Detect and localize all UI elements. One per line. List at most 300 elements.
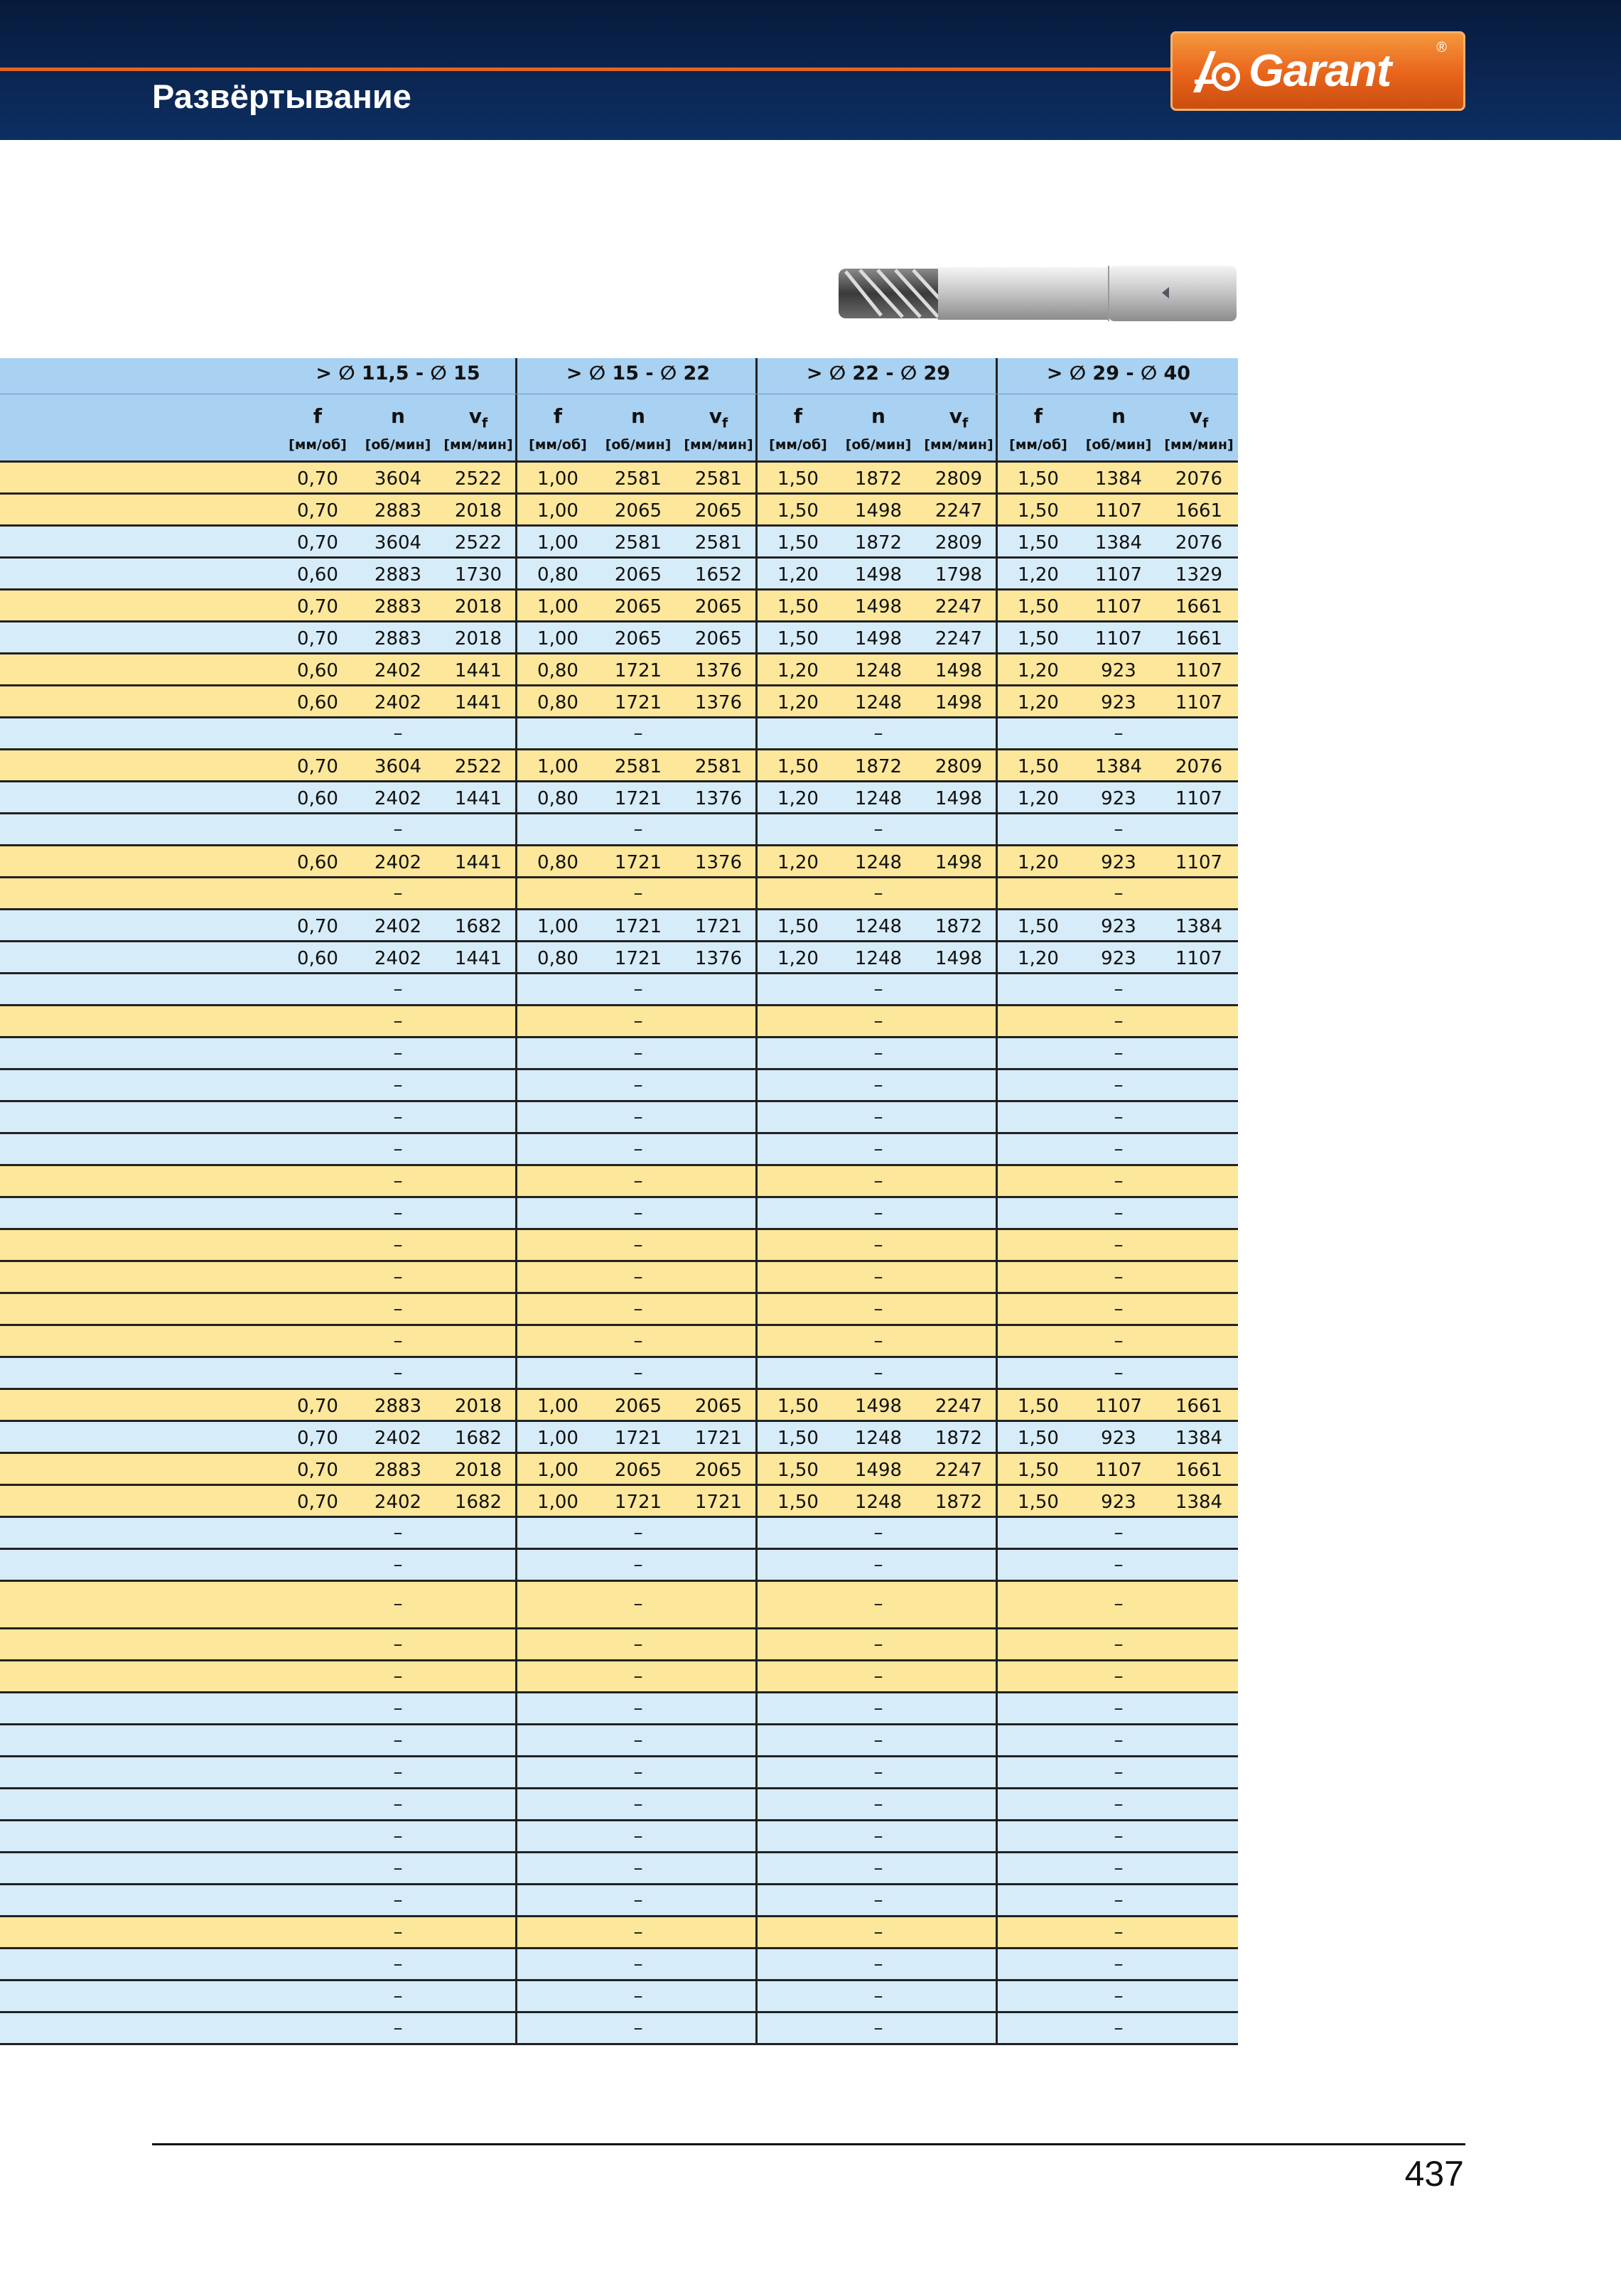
table-cell-empty: –	[873, 979, 883, 1000]
table-cell: 2247	[935, 628, 983, 650]
table-cell-empty: –	[393, 1762, 403, 1783]
table-cell-empty: –	[873, 1522, 883, 1543]
group-header-29-40: > ∅ 29 - ∅ 40	[1046, 362, 1191, 384]
table-cell-empty: –	[633, 1266, 643, 1288]
table-row	[0, 1038, 1238, 1070]
table-cell: 1,20	[1018, 948, 1059, 969]
table-cell-empty: –	[873, 1298, 883, 1320]
table-cell: 1652	[694, 564, 743, 586]
param-symbol: n	[871, 404, 885, 428]
table-row	[0, 686, 1238, 718]
header-accent-line	[0, 68, 1180, 71]
table-cell-empty: –	[873, 1890, 883, 1911]
table-cell: 0,80	[537, 660, 578, 681]
table-cell: 1376	[694, 660, 743, 681]
table-cell: 1872	[854, 468, 903, 490]
table-cell: 0,60	[297, 788, 338, 809]
param-symbol: $v_f$	[468, 404, 488, 431]
table-cell: 1,50	[1018, 532, 1059, 554]
table-cell: 923	[1101, 660, 1136, 681]
table-cell: 2883	[374, 564, 422, 586]
table-row	[0, 1981, 1238, 2013]
table-cell: 1498	[854, 1460, 903, 1481]
table-cell: 1441	[454, 852, 502, 873]
table-cell: 2076	[1175, 468, 1223, 490]
table-row	[0, 1949, 1238, 1981]
table-cell: 1872	[935, 1492, 983, 1513]
table-row	[0, 1550, 1238, 1582]
table-cell-empty: –	[393, 1985, 403, 2007]
table-cell-empty: –	[633, 1234, 643, 1256]
table-cell: 2581	[614, 468, 662, 490]
table-cell: 1721	[614, 1428, 662, 1449]
table-cell: 2581	[694, 468, 743, 490]
garant-logo-text: Garant	[1249, 45, 1391, 96]
table-cell: 1498	[935, 660, 983, 681]
table-cell: 1,20	[1018, 788, 1059, 809]
table-cell: 2065	[614, 596, 662, 618]
table-cell: 0,70	[297, 1460, 338, 1481]
table-cell: 1248	[854, 692, 903, 713]
table-cell-empty: –	[873, 1202, 883, 1224]
table-cell: 2809	[935, 468, 983, 490]
table-cell: 0,80	[537, 788, 578, 809]
table-cell: 2809	[935, 756, 983, 777]
table-cell-empty: –	[873, 1042, 883, 1064]
table-cell-empty: –	[633, 1985, 643, 2007]
table-cell: 1384	[1094, 756, 1143, 777]
table-cell: 1872	[935, 916, 983, 937]
table-row	[0, 1326, 1238, 1358]
param-unit: [об/мин]	[845, 437, 912, 453]
table-cell: 2018	[454, 1460, 502, 1481]
table-cell: 2883	[374, 628, 422, 650]
table-cell-empty: –	[1114, 1826, 1124, 1847]
table-cell-empty: –	[873, 1266, 883, 1288]
table-cell: 0,70	[297, 500, 338, 522]
table-cell-empty: –	[633, 1730, 643, 1751]
table-cell: 1,00	[537, 916, 578, 937]
table-cell: 2581	[614, 756, 662, 777]
table-cell-empty: –	[1114, 1890, 1124, 1911]
table-cell-empty: –	[393, 1042, 403, 1064]
table-cell: 1661	[1175, 1460, 1223, 1481]
table-cell: 923	[1101, 916, 1136, 937]
table-cell-empty: –	[393, 1074, 403, 1096]
table-row	[0, 527, 1238, 559]
table-cell-empty: –	[873, 1634, 883, 1655]
param-symbol: $v_f$	[1189, 404, 1209, 431]
param-unit: [мм/мин]	[924, 437, 993, 453]
param-unit: [мм/мин]	[684, 437, 753, 453]
table-row	[0, 1422, 1238, 1454]
table-cell: 2809	[935, 532, 983, 554]
table-cell: 2065	[614, 1460, 662, 1481]
table-row	[0, 1853, 1238, 1885]
table-cell-empty: –	[873, 1666, 883, 1687]
table-cell-empty: –	[633, 1858, 643, 1879]
table-cell-empty: –	[633, 979, 643, 1000]
table-cell-empty: –	[1114, 979, 1124, 1000]
table-cell-empty: –	[633, 1074, 643, 1096]
table-cell-empty: –	[1114, 1234, 1124, 1256]
table-cell: 1376	[694, 948, 743, 969]
table-row	[0, 1006, 1238, 1038]
table-cell: 2018	[454, 628, 502, 650]
table-row	[0, 1518, 1238, 1550]
table-cell: 2076	[1175, 756, 1223, 777]
garant-logo-icon	[1192, 48, 1242, 94]
table-cell: 1107	[1094, 1460, 1143, 1481]
table-cell: 1,50	[777, 596, 819, 618]
table-cell: 0,70	[297, 532, 338, 554]
footer-divider	[152, 2143, 1465, 2145]
table-cell: 2522	[454, 468, 502, 490]
table-cell-empty: –	[633, 1554, 643, 1575]
table-cell: 1661	[1175, 596, 1223, 618]
table-cell-empty: –	[873, 1826, 883, 1847]
table-cell: 2522	[454, 532, 502, 554]
table-cell-empty: –	[393, 1593, 403, 1615]
table-cell-empty: –	[873, 1858, 883, 1879]
table-cell: 1107	[1094, 596, 1143, 618]
table-cell: 1384	[1175, 916, 1223, 937]
table-row	[0, 1757, 1238, 1789]
table-cell: 2065	[694, 1396, 743, 1417]
table-row	[0, 1661, 1238, 1693]
table-row	[0, 495, 1238, 527]
table-cell: 2402	[374, 1492, 422, 1513]
table-cell: 2247	[935, 500, 983, 522]
param-symbol: n	[631, 404, 645, 428]
table-cell: 1682	[454, 1428, 502, 1449]
table-cell: 1107	[1094, 564, 1143, 586]
table-cell: 1661	[1175, 1396, 1223, 1417]
table-row	[0, 1198, 1238, 1230]
table-cell: 1,00	[537, 468, 578, 490]
table-cell: 0,60	[297, 948, 338, 969]
param-unit: [мм/об]	[529, 437, 587, 453]
table-cell-empty: –	[633, 1762, 643, 1783]
table-row	[0, 878, 1238, 910]
table-cell: 1107	[1175, 660, 1223, 681]
table-cell-empty: –	[1114, 1554, 1124, 1575]
table-cell: 1,20	[1018, 692, 1059, 713]
table-cell-empty: –	[393, 1634, 403, 1655]
table-cell-empty: –	[1114, 1698, 1124, 1719]
table-cell: 2247	[935, 596, 983, 618]
table-cell: 0,70	[297, 756, 338, 777]
table-cell-empty: –	[1114, 1202, 1124, 1224]
table-cell-empty: –	[393, 1010, 403, 1032]
page-number: 437	[1404, 2154, 1464, 2194]
table-cell-empty: –	[873, 1010, 883, 1032]
table-cell: 923	[1101, 692, 1136, 713]
table-cell: 2402	[374, 788, 422, 809]
table-cell: 1872	[854, 532, 903, 554]
table-cell: 1,00	[537, 1460, 578, 1481]
table-cell-empty: –	[633, 883, 643, 904]
table-cell: 1498	[854, 596, 903, 618]
table-cell-empty: –	[1114, 1953, 1124, 1975]
table-cell-empty: –	[873, 1762, 883, 1783]
table-cell: 1498	[854, 500, 903, 522]
table-cell-empty: –	[633, 1330, 643, 1352]
table-cell: 1,50	[1018, 756, 1059, 777]
table-cell: 1248	[854, 1492, 903, 1513]
table-cell-empty: –	[1114, 1362, 1124, 1384]
table-row	[0, 591, 1238, 622]
param-symbol: n	[1111, 404, 1126, 428]
table-row	[0, 942, 1238, 974]
table-cell-empty: –	[393, 1106, 403, 1128]
table-cell-empty: –	[633, 723, 643, 744]
table-cell-empty: –	[393, 1698, 403, 1719]
parameter-header-row	[0, 394, 1238, 463]
param-symbol: f	[313, 404, 323, 428]
table-row	[0, 1358, 1238, 1390]
table-cell: 0,80	[537, 852, 578, 873]
table-cell: 1,50	[777, 1396, 819, 1417]
table-cell: 1,00	[537, 1428, 578, 1449]
table-row	[0, 1917, 1238, 1949]
table-cell-empty: –	[873, 1330, 883, 1352]
table-cell-empty: –	[1114, 1730, 1124, 1751]
table-row	[0, 654, 1238, 686]
table-cell: 1,20	[777, 948, 819, 969]
table-cell-empty: –	[1114, 1042, 1124, 1064]
page-title: Развёртывание	[152, 77, 411, 115]
table-cell-empty: –	[873, 819, 883, 840]
table-cell: 0,70	[297, 916, 338, 937]
table-row	[0, 910, 1238, 942]
table-cell: 2402	[374, 948, 422, 969]
table-cell-empty: –	[393, 1666, 403, 1687]
table-cell: 1,50	[1018, 1492, 1059, 1513]
table-cell: 1,50	[777, 1492, 819, 1513]
table-cell: 0,70	[297, 1492, 338, 1513]
table-cell: 2065	[694, 596, 743, 618]
table-cell: 1498	[935, 852, 983, 873]
table-cell: 1384	[1175, 1492, 1223, 1513]
table-cell-empty: –	[873, 2017, 883, 2039]
table-cell: 1,00	[537, 500, 578, 522]
table-cell-empty: –	[633, 1138, 643, 1160]
table-cell: 1,20	[1018, 660, 1059, 681]
table-cell: 2065	[694, 628, 743, 650]
table-cell: 2883	[374, 1396, 422, 1417]
table-cell: 0,80	[537, 948, 578, 969]
table-cell: 1329	[1175, 564, 1223, 586]
table-cell: 1,00	[537, 596, 578, 618]
table-cell: 1,50	[1018, 468, 1059, 490]
table-cell: 2402	[374, 916, 422, 937]
table-cell: 1,50	[1018, 500, 1059, 522]
table-cell-empty: –	[1114, 1298, 1124, 1320]
table-row	[0, 1390, 1238, 1422]
table-cell-empty: –	[1114, 1593, 1124, 1615]
table-cell-empty: –	[1114, 1762, 1124, 1783]
table-cell-empty: –	[1114, 1170, 1124, 1192]
table-cell-empty: –	[393, 1234, 403, 1256]
table-cell-empty: –	[873, 1593, 883, 1615]
table-cell-empty: –	[393, 1858, 403, 1879]
table-row	[0, 782, 1238, 814]
table-cell: 2065	[614, 564, 662, 586]
table-cell: 1384	[1094, 468, 1143, 490]
table-cell-empty: –	[873, 1170, 883, 1192]
table-cell: 1107	[1175, 692, 1223, 713]
table-cell-empty: –	[393, 1138, 403, 1160]
table-cell: 1,50	[1018, 916, 1059, 937]
table-cell-empty: –	[1114, 1010, 1124, 1032]
table-cell: 1107	[1175, 948, 1223, 969]
table-cell-empty: –	[393, 1730, 403, 1751]
param-unit: [мм/об]	[769, 437, 827, 453]
param-symbol: f	[793, 404, 803, 428]
param-unit: [об/мин]	[605, 437, 672, 453]
table-cell: 0,60	[297, 564, 338, 586]
table-cell-empty: –	[1114, 1985, 1124, 2007]
table-cell: 2065	[694, 500, 743, 522]
table-cell: 1,20	[777, 692, 819, 713]
table-cell: 2065	[614, 500, 662, 522]
table-cell-empty: –	[633, 2017, 643, 2039]
table-row	[0, 1262, 1238, 1294]
table-cell: 2402	[374, 660, 422, 681]
table-cell: 0,70	[297, 1396, 338, 1417]
table-cell-empty: –	[633, 1698, 643, 1719]
table-cell-empty: –	[1114, 2017, 1124, 2039]
table-row	[0, 1629, 1238, 1661]
table-cell: 1,00	[537, 532, 578, 554]
table-row	[0, 2013, 1238, 2045]
table-cell: 1498	[935, 788, 983, 809]
table-cell-empty: –	[1114, 1922, 1124, 1943]
table-cell-empty: –	[633, 819, 643, 840]
table-cell: 2247	[935, 1396, 983, 1417]
table-cell: 2065	[614, 628, 662, 650]
garant-logo	[1170, 31, 1465, 111]
table-cell: 2402	[374, 1428, 422, 1449]
param-unit: [мм/об]	[289, 437, 347, 453]
table-cell: 2018	[454, 1396, 502, 1417]
table-cell: 0,70	[297, 628, 338, 650]
table-cell: 1107	[1094, 500, 1143, 522]
param-unit: [об/мин]	[1085, 437, 1152, 453]
table-cell: 923	[1101, 1428, 1136, 1449]
table-cell-empty: –	[393, 883, 403, 904]
group-header-11-15: > ∅ 11,5 - ∅ 15	[316, 362, 480, 384]
table-cell: 1498	[854, 564, 903, 586]
table-cell-empty: –	[633, 1202, 643, 1224]
table-cell: 1,50	[1018, 1396, 1059, 1417]
table-cell: 1721	[694, 916, 743, 937]
table-cell: 1,50	[1018, 596, 1059, 618]
table-cell: 1,20	[1018, 852, 1059, 873]
table-cell: 1721	[694, 1492, 743, 1513]
table-cell: 3604	[374, 532, 422, 554]
table-cell-empty: –	[873, 1074, 883, 1096]
param-symbol: n	[391, 404, 405, 428]
table-cell-empty: –	[393, 1826, 403, 1847]
table-cell-empty: –	[393, 1298, 403, 1320]
table-cell-empty: –	[633, 1010, 643, 1032]
table-cell: 1,20	[777, 564, 819, 586]
table-cell: 1376	[694, 788, 743, 809]
table-cell: 1872	[854, 756, 903, 777]
table-cell-empty: –	[873, 1794, 883, 1815]
table-cell: 0,60	[297, 852, 338, 873]
table-cell: 2065	[614, 1396, 662, 1417]
table-cell: 1,50	[1018, 1460, 1059, 1481]
table-cell: 923	[1101, 788, 1136, 809]
table-cell: 1248	[854, 852, 903, 873]
table-cell: 1721	[614, 1492, 662, 1513]
table-cell: 1248	[854, 948, 903, 969]
table-cell: 1682	[454, 916, 502, 937]
table-row	[0, 814, 1238, 846]
table-cell: 1,50	[777, 468, 819, 490]
table-row	[0, 1693, 1238, 1725]
table-cell: 1441	[454, 948, 502, 969]
table-cell-empty: –	[393, 1522, 403, 1543]
table-row	[0, 463, 1238, 495]
table-cell-empty: –	[633, 1666, 643, 1687]
table-cell: 1107	[1094, 628, 1143, 650]
table-cell: 1,50	[777, 628, 819, 650]
table-cell: 1,50	[777, 916, 819, 937]
table-cell: 1248	[854, 788, 903, 809]
table-cell: 0,80	[537, 692, 578, 713]
table-cell: 1721	[614, 852, 662, 873]
table-cell: 1498	[935, 692, 983, 713]
table-row	[0, 750, 1238, 782]
table-cell-empty: –	[393, 1170, 403, 1192]
table-cell: 923	[1101, 948, 1136, 969]
table-cell: 2581	[614, 532, 662, 554]
table-cell-empty: –	[873, 723, 883, 744]
table-cell-empty: –	[393, 1794, 403, 1815]
table-cell-empty: –	[393, 819, 403, 840]
table-cell: 2581	[694, 532, 743, 554]
table-cell: 1661	[1175, 628, 1223, 650]
table-cell: 1107	[1175, 788, 1223, 809]
table-cell: 1,20	[777, 852, 819, 873]
table-row	[0, 718, 1238, 750]
table-cell: 1376	[694, 692, 743, 713]
table-cell: 0,60	[297, 692, 338, 713]
table-row	[0, 1582, 1238, 1629]
table-cell-empty: –	[393, 979, 403, 1000]
table-cell: 1384	[1094, 532, 1143, 554]
table-row	[0, 1070, 1238, 1102]
param-unit: [мм/об]	[1009, 437, 1067, 453]
table-cell-empty: –	[633, 1042, 643, 1064]
table-cell-empty: –	[633, 1953, 643, 1975]
table-cell: 1,20	[1018, 564, 1059, 586]
table-cell-empty: –	[873, 1922, 883, 1943]
table-cell: 1721	[614, 788, 662, 809]
table-cell: 1498	[854, 628, 903, 650]
table-cell-empty: –	[1114, 1138, 1124, 1160]
param-symbol: $v_f$	[709, 404, 728, 431]
param-symbol: f	[1033, 404, 1043, 428]
table-row	[0, 1454, 1238, 1486]
table-cell: 1,50	[777, 756, 819, 777]
reamer-tool-image	[839, 263, 1244, 323]
table-cell-empty: –	[873, 1554, 883, 1575]
